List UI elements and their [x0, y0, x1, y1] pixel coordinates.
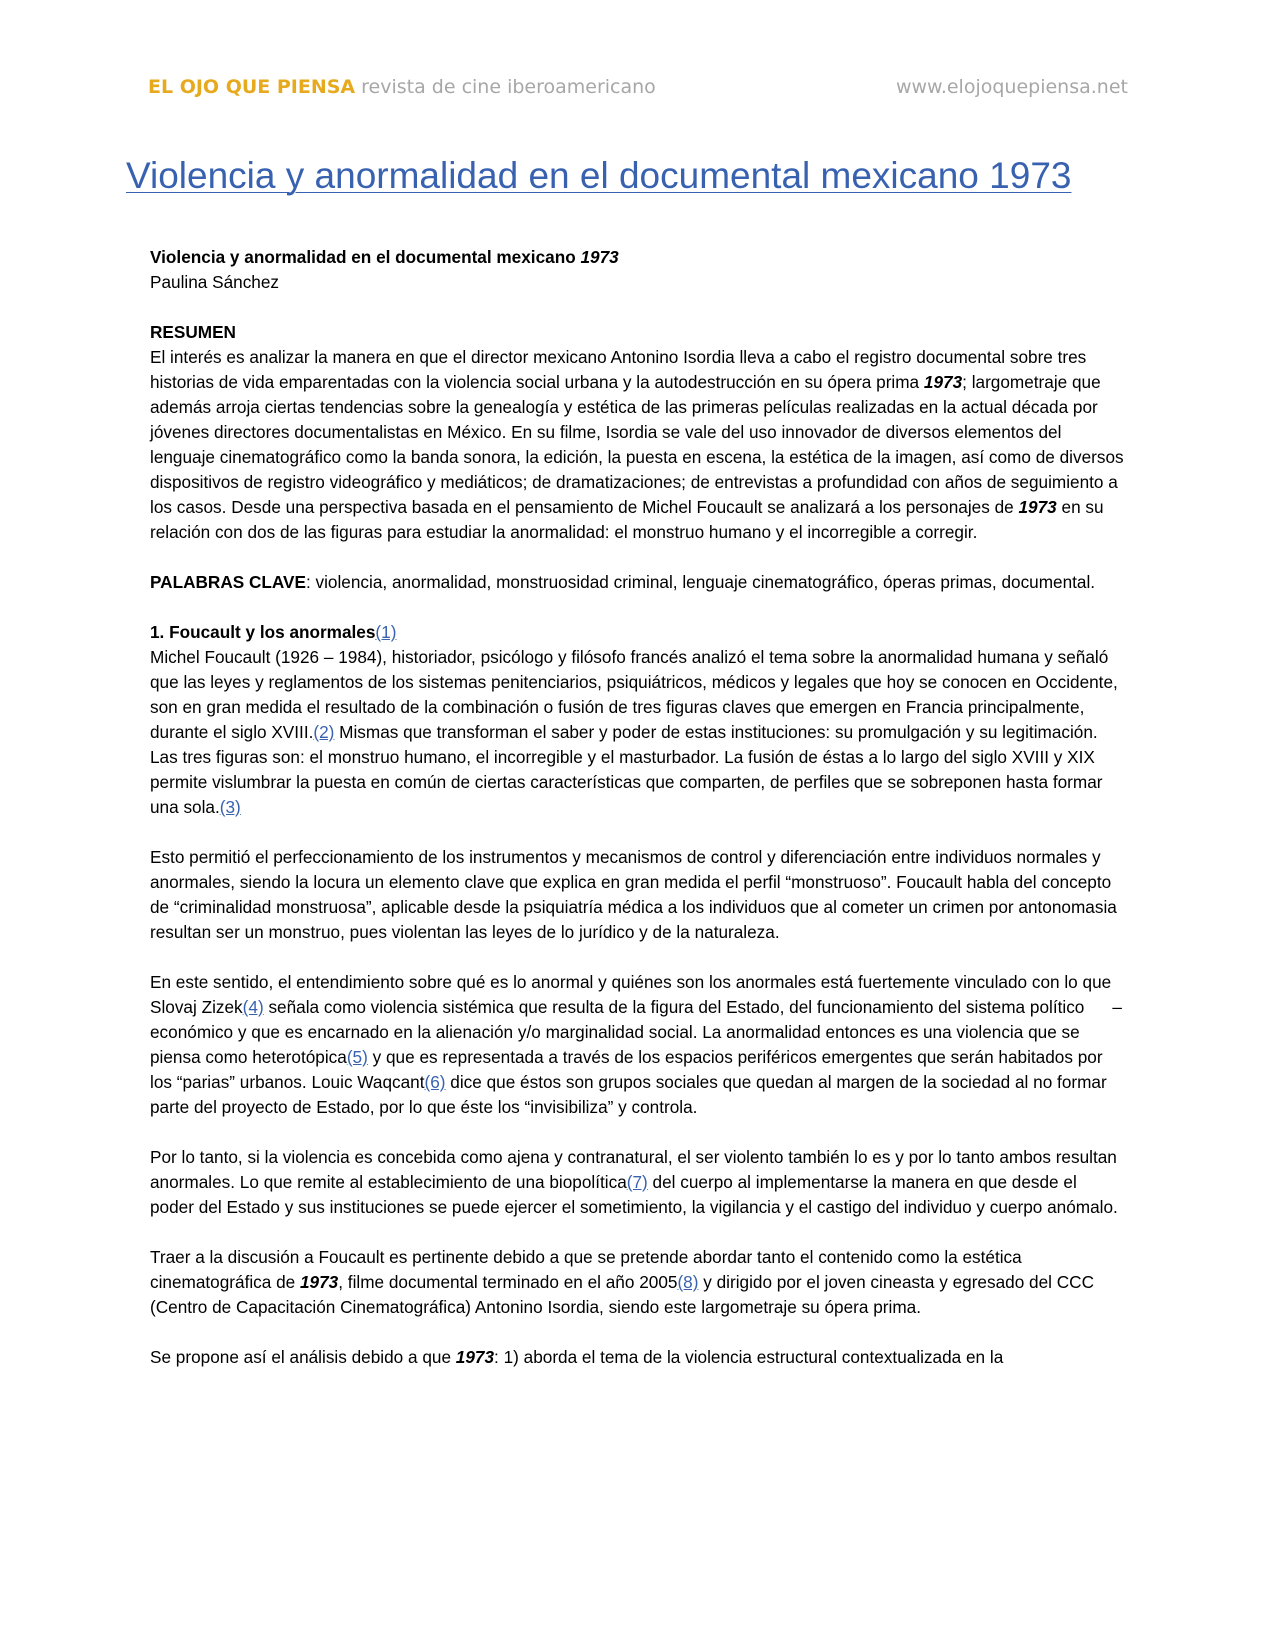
abstract-paragraph: El interés es analizar la manera en que el director mexicano Antonino Isordia lleva a cabo el registro documental sobre tres historias de vida emparentadas con la violencia social urbana y la autodestrucción en su ópera prima 1973; largometraje que además arroja ciertas tendencias sobre la genealogía y estética de las primeras películas realizadas en la actual década por jóvenes directores documentalistas en México. En su filme, Isordia se vale del uso innovador de diversos elementos del lenguaje cinematográfico como la banda sonora, la edición, la puesta en escena, la estética de la imagen, así como de diversos dispositivos de registro videográfico y mediáticos; de dramatizaciones; de entrevistas a profundidad con años de seguimiento a los casos. Desde una perspectiva basada en el pensamiento de Michel Foucault se analizará a los personajes de 1973 en su relación con dos de las figuras para estudiar la anormalidad: el monstruo humano y el incorregible a corregir. — [150, 347, 1124, 542]
keywords-label: PALABRAS CLAVE — [150, 572, 306, 592]
footnote-link-7[interactable]: (7) — [626, 1172, 648, 1192]
footnote-link-8[interactable]: (8) — [677, 1272, 699, 1292]
article-author: Paulina Sánchez — [150, 272, 279, 292]
page-title[interactable]: Violencia y anormalidad en el documental mexicano 1973 — [126, 155, 1072, 196]
article-heading — [150, 245, 1125, 270]
section-paragraph-3: En este sentido, el entendimiento sobre qué es lo anormal y quiénes son los anormales está fuertemente vinculado con lo que Slovaj Zizek(4) señala como violencia sistémica que resulta de la figura del Estado, del funcionamiento del sistema político –económico y que es encarnado en la alienación y/o marginalidad social. La anormalidad entonces es una violencia que se piensa como heterotópica(5) y que es representada a través de los espacios periféricos emergentes que serán habitados por los “parias” urbanos. Louic Waqcant(6) dice que éstos son grupos sociales que quedan al margen de la sociedad al no formar parte del proyecto de Estado, por lo que éste los “invisibiliza” y controla. — [150, 972, 1122, 1117]
brand-name: EL OJO QUE PIENSA — [148, 76, 356, 98]
section-paragraph-2: Esto permitió el perfeccionamiento de los instrumentos y mecanismos de control y diferenciación entre individuos normales y anormales, siendo la locura un elemento clave que explica en gran medida el perfil “monstruoso”. Foucault habla del concepto de “criminalidad monstruosa”, aplicable desde la psiquiatría médica a los individuos que al cometer un crimen por antonomasia resultan ser un monstruo, pues violentan las leyes de lo jurídico y de la naturaleza. — [150, 847, 1117, 942]
footnote-link-6[interactable]: (6) — [424, 1072, 446, 1092]
page-header — [148, 76, 1128, 106]
article-heading-film: 1973 — [580, 247, 619, 267]
footnote-link-1[interactable]: (1) — [375, 622, 397, 642]
article-body — [150, 245, 1125, 1395]
section-paragraph-4: Por lo tanto, si la violencia es concebida como ajena y contranatural, el ser violento también lo es y por lo tanto ambos resultan anormales. Lo que remite al establecimiento de una biopolítica(7) del cuerpo al implementarse la manera en que desde el poder del Estado y sus instituciones se puede ejercer el sometimiento, la vigilancia y el castigo del individuo y cuerpo anómalo. — [150, 1147, 1118, 1217]
brand-tagline: revista de cine iberoamericano — [361, 76, 656, 98]
article-heading-text: Violencia y anormalidad en el documental mexicano — [150, 247, 576, 267]
keywords-paragraph — [150, 570, 1125, 595]
abstract-label: RESUMEN — [150, 322, 236, 342]
section-paragraph-6: Se propone así el análisis debido a que 1973: 1) aborda el tema de la violencia estructural contextualizada en la — [150, 1347, 1004, 1367]
footnote-link-4[interactable]: (4) — [242, 997, 264, 1017]
footnote-link-3[interactable]: (3) — [219, 797, 241, 817]
site-url: www.elojoquepiensa.net — [895, 76, 1128, 98]
footnote-link-2[interactable]: (2) — [313, 722, 335, 742]
keywords-text: : violencia, anormalidad, monstruosidad criminal, lenguaje cinematográfico, óperas primas, documental. — [305, 572, 1096, 592]
footnote-link-5[interactable]: (5) — [346, 1047, 368, 1067]
section-paragraph-1: Michel Foucault (1926 – 1984), historiador, psicólogo y filósofo francés analizó el tema sobre la anormalidad humana y señaló que las leyes y reglamentos de los sistemas penitenciarios, psiquiátricos, médicos y legales que hoy se conocen en Occidente, son en gran medida el resultado de la combinación o fusión de tres figuras claves que emergen en Francia principalmente, durante el siglo XVIII.(2) Mismas que transforman el saber y poder de estas instituciones: su promulgación y su legitimación. Las tres figuras son: el monstruo humano, el incorregible y el masturbador. La fusión de éstas a lo largo del siglo XVIII y XIX permite vislumbrar la puesta en común de ciertas características que comparten, de perfiles que se sobreponen hasta formar una sola.(3) — [150, 647, 1118, 817]
section-paragraph-5: Traer a la discusión a Foucault es pertinente debido a que se pretende abordar tanto el contenido como la estética cinematográfica de 1973, filme documental terminado en el año 2005(8) y dirigido por el joven cineasta y egresado del CCC (Centro de Capacitación Cinematográfica) Antonino Isordia, siendo este largometraje su ópera prima. — [150, 1247, 1094, 1317]
section-heading: 1. Foucault y los anormales(1) — [150, 622, 397, 642]
